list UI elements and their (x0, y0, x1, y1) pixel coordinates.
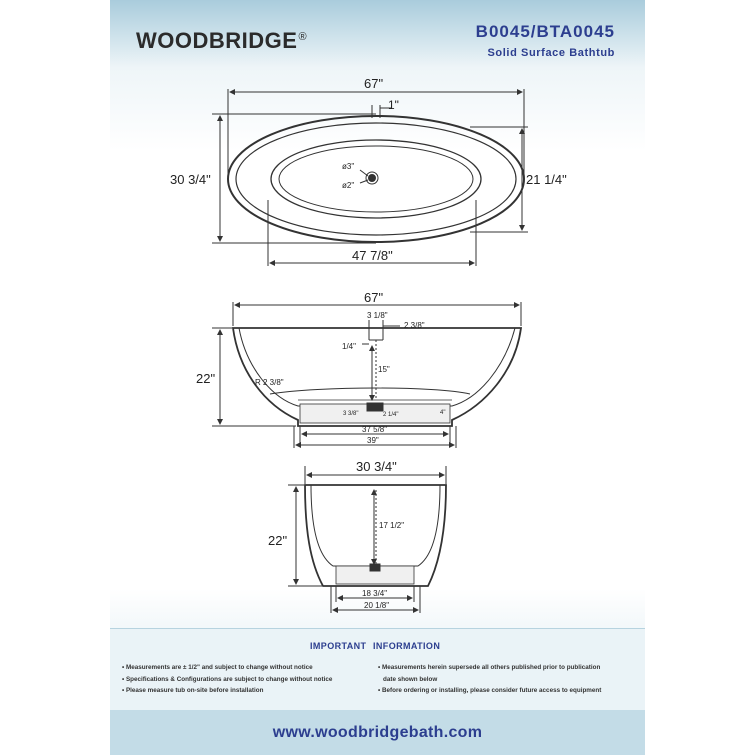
end-height-label: 22" (268, 533, 288, 548)
overflow-width-label: 2 3/8" (404, 321, 425, 330)
info-item: • Before ordering or installing, please consider future access to equipment (378, 687, 602, 694)
side-base-inner-label: 37 5/8" (362, 425, 388, 434)
info-title-left: IMPORTANT (310, 641, 367, 651)
drain-c-label: 4" (440, 410, 446, 416)
info-list-left (122, 662, 372, 697)
end-width-label: 30 3/4" (356, 459, 397, 474)
info-item: • Specifications & Configurations are subject to change without notice (122, 675, 333, 683)
overflow-offset-label: 3 1/8" (367, 311, 388, 320)
top-view (212, 89, 528, 266)
drain-b-label: 2 1/4" (383, 412, 399, 418)
info-item: • Measurements are ± 1/2" and subject to change without notice (122, 664, 313, 671)
top-inner-length-label: 47 7/8" (352, 248, 393, 263)
brand-name: WOODBRIDGE (136, 28, 298, 53)
overflow-small-label: 1/4" (342, 342, 356, 351)
info-item: • Please measure tub on-site before installation (122, 687, 264, 694)
side-height-label: 22" (196, 371, 216, 386)
registered-mark: ® (298, 30, 308, 43)
top-length-label: 67" (364, 76, 384, 91)
info-list-right (378, 662, 640, 697)
drain-inner-label: ø2" (342, 181, 355, 190)
top-wall-label: 1" (388, 98, 399, 112)
important-information-panel (110, 628, 645, 711)
radius-label: R 2 3/8" (255, 378, 284, 387)
side-base-outer-label: 39" (367, 436, 379, 445)
footer-band (110, 710, 645, 755)
top-width-label: 30 3/4" (170, 172, 211, 187)
info-item: date shown below (383, 675, 438, 683)
info-title-right: INFORMATION (373, 641, 441, 651)
model-number: B0045/BTA0045 (475, 22, 615, 41)
end-depth-label: 17 1/2" (379, 521, 405, 530)
top-inner-width-label: 21 1/4" (526, 172, 567, 187)
drain-a-label: 3 3/8" (343, 411, 359, 417)
website-link[interactable]: www.woodbridgebath.com (272, 724, 483, 741)
end-base-inner-label: 18 3/4" (362, 589, 388, 598)
end-base-outer-label: 20 1/8" (364, 601, 390, 610)
side-depth-label: 15" (378, 365, 390, 374)
product-subtitle: Solid Surface Bathtub (487, 47, 615, 59)
drain-outer-label: ø3" (342, 162, 355, 171)
side-length-label: 67" (364, 290, 384, 305)
info-item: • Measurements herein supersede all others published prior to publication (378, 664, 601, 671)
